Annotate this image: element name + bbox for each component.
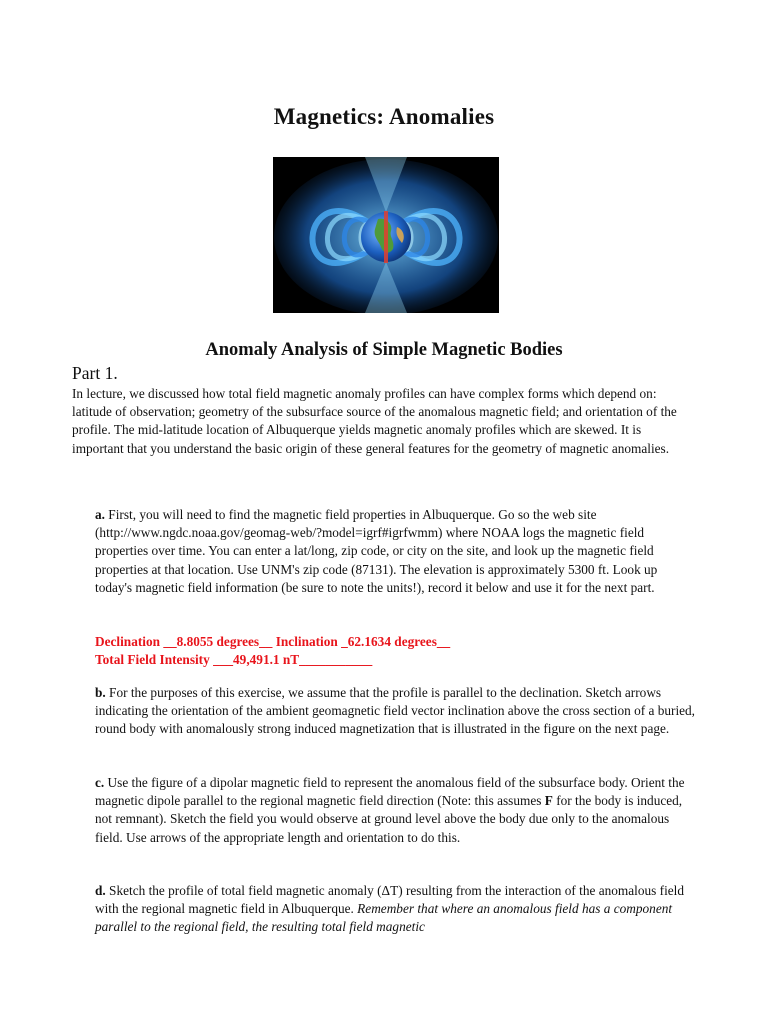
dipole-field-figure	[273, 157, 499, 313]
part-heading: Part 1.	[72, 363, 118, 383]
question-c	[95, 774, 695, 847]
intro-paragraph: In lecture, we discussed how total field magnetic anomaly profiles can have complex forms which depend on: latitude of observation; geometry of the subsurface source of the anomalous magnetic field; and orientation of the profile. The mid-latitude location of Albuquerque yields magnetic anomaly profiles which are skewed. It is important that you understand the basic origin of these general features for the geometry of magnetic anomalies.	[72, 386, 677, 456]
question-a	[95, 506, 695, 597]
question-b	[95, 684, 695, 739]
question-d-italic: Remember that where an anomalous field has a component parallel to the regional field, the resulting total field magnetic	[95, 901, 673, 935]
dipole-field-globe-icon	[273, 157, 499, 313]
question-d-label: d.	[95, 883, 106, 898]
section-heading: Anomaly Analysis of Simple Magnetic Bodies	[205, 340, 563, 360]
question-c-text-2: for the body is induced, not remnant). Sketch the field you would observe at ground level above the body due only to the anomalous field. Use arrows of the appropriate length and orientation to do this.	[95, 793, 683, 845]
question-a-label: a.	[95, 507, 105, 522]
question-b-label: b.	[95, 685, 106, 700]
question-a-text: First, you will need to find the magnetic field properties in Albuquerque. Go so the web site (http://www.ngdc.noaa.gov/geomag-web/?model=igrf#igrfwmm) where NOAA logs the magnetic field properties over time. You can enter a lat/long, zip code, or city on the site, and look up the magnetic field properties at that location. Use UNM's zip code (87131). The elevation is approximately 5300 ft. Look up today's magnetic field information (be sure to note the units!), record it below and use it for the next part.	[95, 507, 658, 595]
question-c-text-1: Use the figure of a dipolar magnetic field to represent the anomalous field of the subsurface body. Orient the magnetic dipole parallel to the regional magnetic field direction (Note: this assumes	[95, 775, 685, 809]
total-field-intensity-answer: Total Field Intensity ___49,491.1 nT___________	[95, 652, 373, 667]
question-d	[95, 882, 695, 937]
question-c-label: c.	[95, 775, 105, 790]
question-b-text: For the purposes of this exercise, we assume that the profile is parallel to the declination. Sketch arrows indicating the orientation of the ambient geomagnetic field vector inclination above the cross section of a buried, round body with anomalously strong induced magnetization that is illustrated in the figure on the next page.	[95, 685, 696, 737]
question-d-text: Sketch the profile of total field magnetic anomaly (ΔT) resulting from the interaction of the anomalous field with the regional magnetic field in Albuquerque.	[95, 883, 685, 917]
question-c-bold-f: F	[544, 793, 553, 809]
declination-inclination-answer: Declination __8.8055 degrees__ Inclination _62.1634 degrees__	[95, 634, 451, 649]
document-title: Magnetics: Anomalies	[273, 104, 495, 129]
